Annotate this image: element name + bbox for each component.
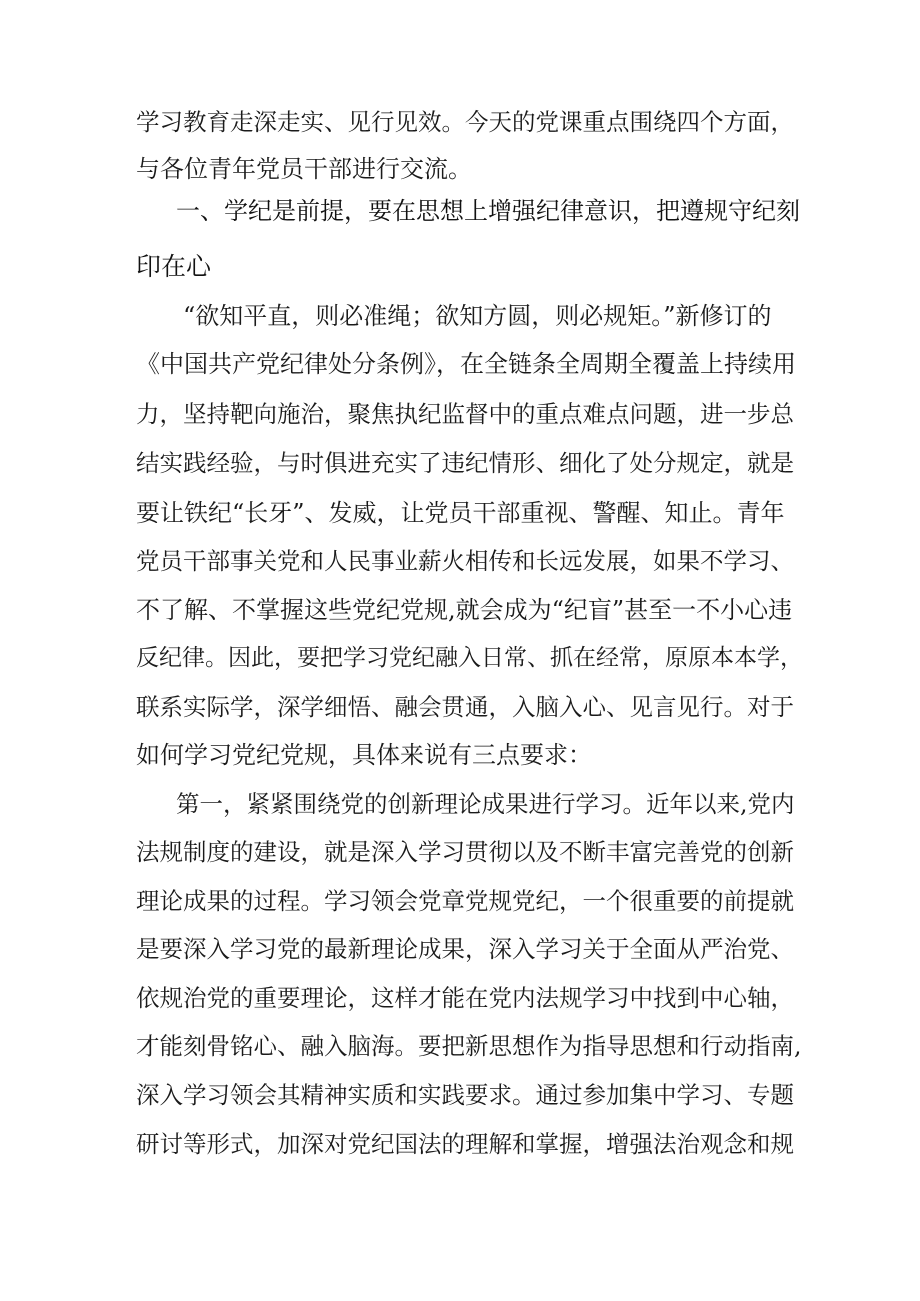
text-line: 《中国共产党纪律处分条例》，在全链条全周期全覆盖上持续用	[136, 350, 796, 378]
text-line: 依规治党的重要理论，这样才能在党内法规学习中找到中心轴，	[136, 984, 794, 1012]
text-line: 法规制度的建设，就是深入学习贯彻以及不断丰富完善党的创新	[136, 838, 794, 866]
text-line: 党员干部事关党和人民事业薪火相传和长远发展，如果不学习、	[136, 547, 794, 575]
section-heading: 一、学纪是前提，要在思想上增强纪律意识，把遵规守纪刻	[176, 197, 800, 225]
text-line: “欲知平直，则必准绳；欲知方圆，则必规矩。”新修订的	[183, 302, 772, 330]
text-line: 与各位青年党员干部进行交流。	[136, 155, 472, 183]
text-line: 是要深入学习党的最新理论成果，深入学习关于全面从严治党、	[136, 935, 794, 963]
text-line: 反纪律。因此，要把学习党纪融入日常、抓在经常，原原本本学，	[136, 645, 803, 671]
text-line: 才能刻骨铭心、融入脑海。要把新思想作为指导思想和行动指南,	[136, 1032, 802, 1060]
text-line: 理论成果的过程。学习领会党章党规党纪，一个很重要的前提就	[136, 887, 794, 915]
text-line: 联系实际学，深学细悟、融会贯通，入脑入心、见言见行。对于	[136, 693, 794, 721]
text-line: 第一，紧紧围绕党的创新理论成果进行学习。近年以来,党内	[176, 790, 795, 818]
text-line: 深入学习领会其精神实质和实践要求。通过参加集中学习、专题	[136, 1081, 794, 1109]
text-line: 要让铁纪“长牙”、发威，让党员干部重视、警醒、知止。青年	[136, 499, 785, 527]
text-line: 结实践经验，与时俱进充实了违纪情形、细化了处分规定，就是	[136, 449, 794, 477]
section-heading: 印在心	[136, 252, 212, 281]
text-line: 不了解、不掌握这些党纪党规,就会成为“纪盲”甚至一不小心违	[136, 596, 793, 624]
text-line: 研讨等形式，加深对党纪国法的理解和掌握，增强法治观念和规	[136, 1130, 794, 1158]
text-line: 力，坚持靶向施治，聚焦执纪监督中的重点难点问题，进一步总	[136, 400, 794, 428]
text-line: 学习教育走深走实、见行见效。今天的党课重点围绕四个方面，	[136, 108, 794, 136]
text-line: 如何学习党纪党规，具体来说有三点要求：	[136, 741, 592, 769]
